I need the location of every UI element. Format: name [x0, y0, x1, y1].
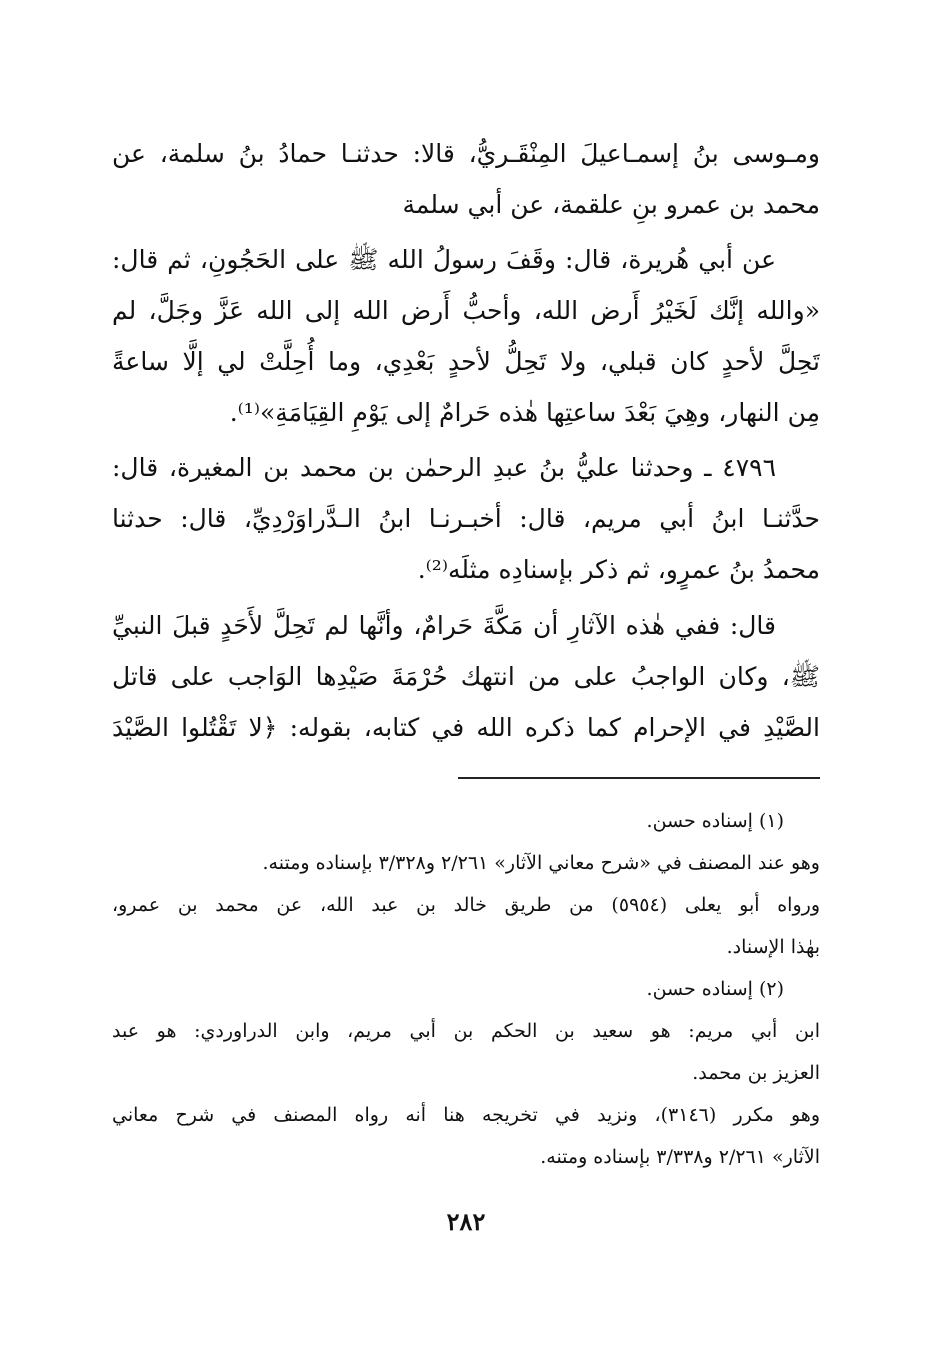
paragraph-isnad-continuation	[112, 128, 820, 230]
footnote-line: وهو عند المصنف في «شرح معاني الآثار» ٢/٢٦١ و٣/٣٢٨ بإسناده ومتنه.	[262, 852, 820, 874]
footnote-line: وهو مكرر (٣١٤٦)، ونزيد في تخريجه هنا أنه رواه المصنف في شرح معاني	[112, 1104, 820, 1126]
paragraph-commentary	[112, 600, 820, 753]
page-number: ٢٨٢	[446, 1207, 486, 1236]
text-line: محمد بن عمرو بنِ علقمة، عن أبي سلمة	[402, 190, 820, 219]
text-line: محمدُ بنُ عمرٍو، ثم ذكر بإسنادِه مثلَه⁽²⁾.	[417, 555, 820, 584]
text-line: ﷺ، وكان الواجبُ على من انتهك حُرْمَةَ صَيْدِها الوَاجب على قاتل	[112, 662, 820, 691]
footnotes	[112, 800, 820, 1178]
footnote-line: (٢) إسناده حسن.	[646, 978, 784, 1000]
text-line: «والله إنَّك لَخَيْرُ أَرض الله، وأحبُّ أَرض الله إلى الله عَزَّ وجَلَّ، لم	[112, 296, 820, 325]
text-line: تَحِلَّ لأحدٍ كان قبلي، ولا تَحِلُّ لأحدٍ بَعْدِي، وما أُحِلَّتْ لي إلَّا ساعةً	[112, 347, 820, 376]
text-line: حدَّثنـا ابنُ أبي مريم، قال: أخبـرنـا ابنُ الـدَّراوَرْدِيِّ، قال: حدثنا	[112, 504, 820, 533]
text-line: عن أبي هُريرة، قال: وقَفَ رسولُ الله ﷺ على الحَجُونِ، ثم قال:	[112, 245, 776, 274]
paragraph-hadith-4796	[112, 442, 820, 595]
footnote-divider	[458, 777, 820, 779]
footnote-line: الآثار» ٢/٢٦١ و٣/٣٣٨ بإسناده ومتنه.	[540, 1146, 820, 1168]
text-line: ومـوسى بنُ إسمـاعيلَ المِنْقَـريُّ، قالا: حدثنـا حمادُ بنُ سلمة، عن	[112, 139, 820, 168]
footnote-line: ورواه أبو يعلى (٥٩٥٤) من طريق خالد بن عبد الله، عن محمد بن عمرو،	[112, 894, 820, 916]
footnote-line: (١) إسناده حسن.	[646, 810, 784, 832]
footnote-line: بهٰذا الإسناد.	[726, 936, 820, 958]
text-line: الصَّيْدِ في الإحرام كما ذكره الله في كتابه، بقوله: ﴿لا تَقْتُلوا الصَّيْدَ	[112, 713, 820, 742]
text-line: ٤٧٩٦ ـ وحدثنا عليُّ بنُ عبدِ الرحمٰن بن محمد بن المغيرة، قال:	[112, 453, 776, 482]
text-line: قال: ففي هٰذه الآثارِ أن مَكَّةَ حَرامٌ، وأنَّها لم تَحِلَّ لأَحَدٍ قبلَ النبيِّ	[112, 611, 776, 640]
footnote-line: العزيز بن محمد.	[692, 1062, 820, 1084]
footnote-line: ابن أبي مريم: هو سعيد بن الحكم بن أبي مريم، وابن الدراوردي: هو عبد	[112, 1020, 820, 1042]
paragraph-hadith-text	[112, 234, 820, 438]
text-line: مِن النهار، وهِيَ بَعْدَ ساعتِها هٰذه حَرامٌ إلى يَوْمِ القِيَامَةِ»⁽¹⁾.	[229, 398, 820, 427]
